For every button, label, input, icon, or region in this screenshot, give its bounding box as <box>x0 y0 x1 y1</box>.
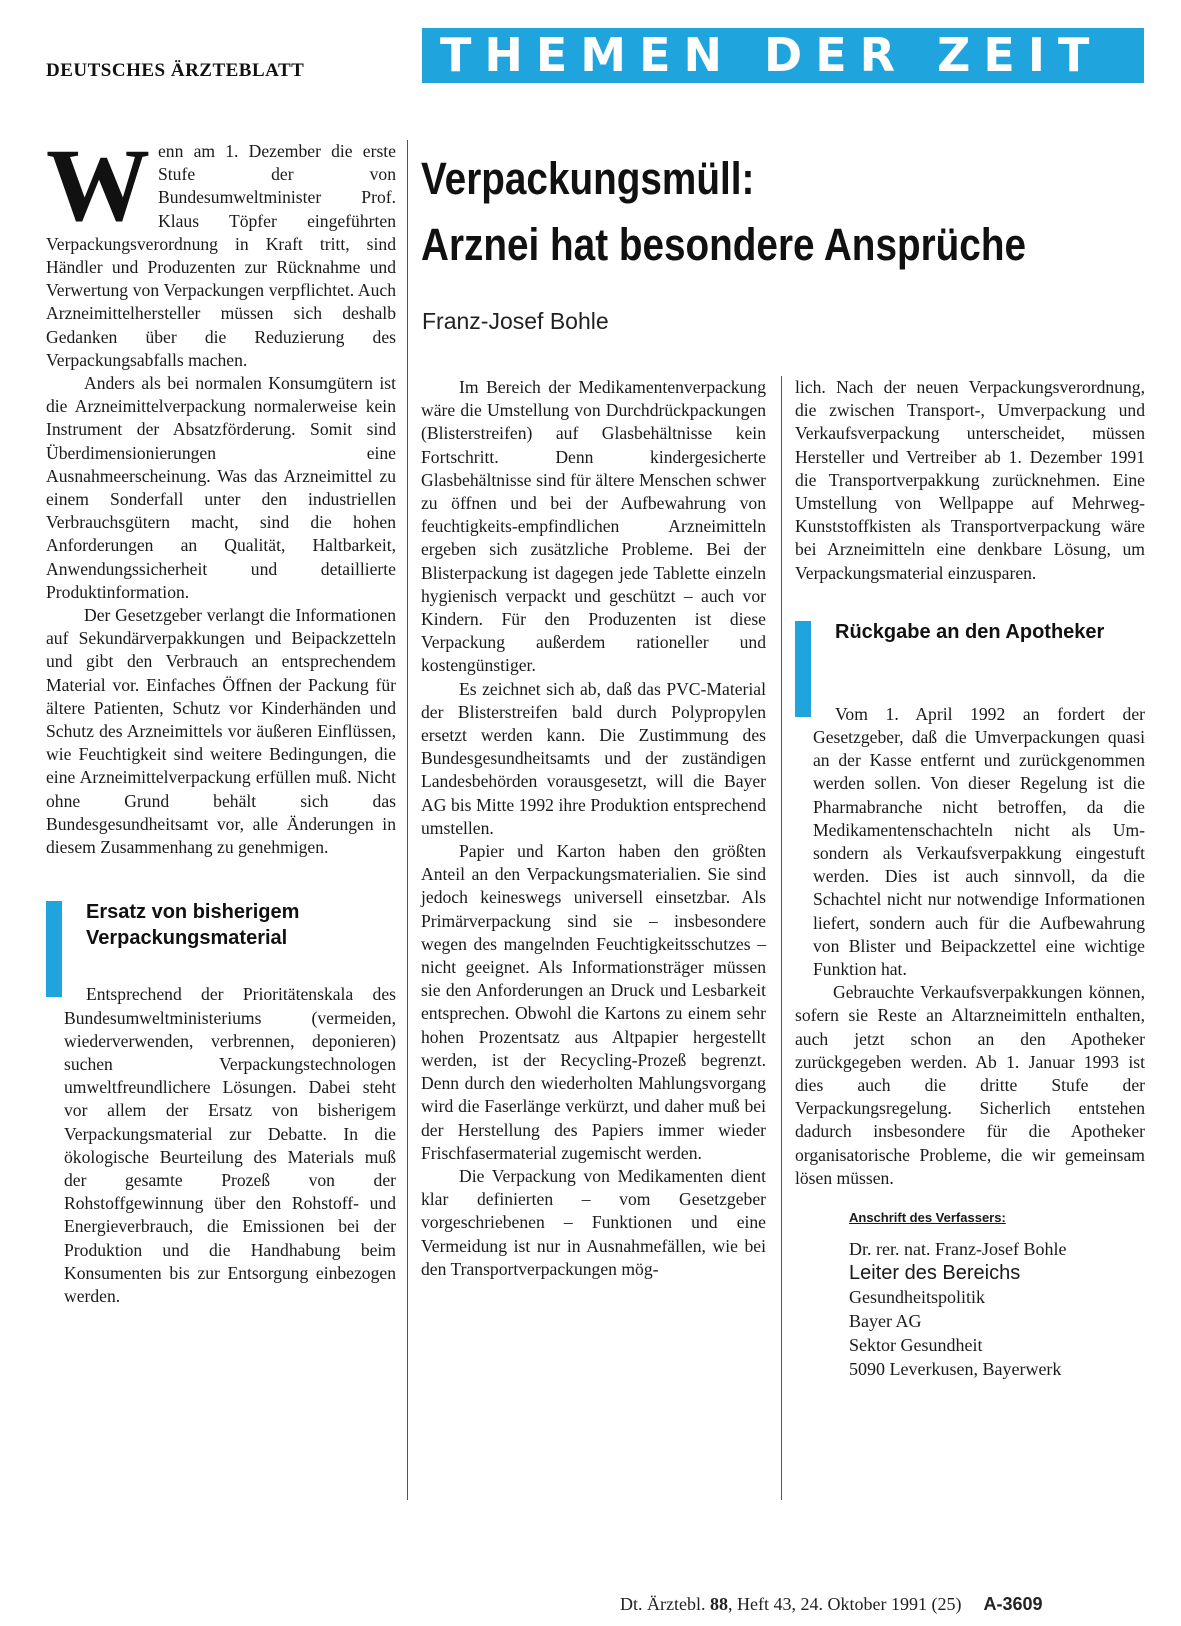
column-left <box>46 128 396 1308</box>
headline-line-2: Arznei hat besondere Ansprüche <box>421 219 1026 270</box>
address-line: Gesundheitspolitik <box>849 1287 985 1308</box>
article-headline <box>421 146 1049 278</box>
column-divider <box>781 376 782 1500</box>
page-footer <box>620 1594 1043 1615</box>
body-paragraph: Anders als bei normalen Konsumgütern ist die Arzneimittelverpackung normalerweise kein Instrument der Absatzförderung. Somit sind Überdimensionierungen eine Ausnahmeerscheinung. Was das Arzneimittel zu einem Sonderfall unter den industriellen Verbrauchsgütern macht, sind die hohen Anforderungen an Qualität, Haltbarkeit, Anwendungssicherheit und detaillierte Produktinformation. <box>46 373 396 602</box>
paragraph-text: enn am 1. Dezember die erste Stufe der von Bundesumweltminister Prof. Klaus Töpfer eingeführten Verpackungsverordnung in Kraft tritt, sind Händler und Produzenten zur Rücknahme und Verwertung von Verpackungen verpflichtet. Auch Arzneimittelhersteller müssen sich deshalb Gedanken über die Reduzierung des Verpackungsabfalls machen. <box>46 141 396 370</box>
column-middle <box>421 376 766 1281</box>
address-line: Dr. rer. nat. Franz-Josef Bohle <box>849 1239 1067 1260</box>
body-paragraph: lich. Nach der neuen Verpackungsverordnung, die zwischen Transport-, Umverpackung und Verkaufsverpackung unterscheidet, müssen Hersteller und Vertreiber ab 1. Dezember 1991 die Transportverpakkung zurücknehmen. Eine Umstellung von Wellpappe auf Mehrweg-Kunststoffkisten als Transportverpackung wäre bei Arzneimitteln eine denkbare Lösung, um Verpackungsmaterial einzusparen. <box>795 377 1145 583</box>
section-banner: THEMEN DER ZEIT <box>422 28 1144 83</box>
body-paragraph: Entsprechend der Prioritätenskala des Bundesumweltministeriums (vermeiden, wiederverwenden, verbrennen, deponieren) suchen Verpackungstechnologen umweltfreundlichere Lösungen. Dabei steht vor allem der Ersatz von bisherigem Verpackungsmaterial zur Debatte. In die ökologische Beurteilung des Materials muß der gesamte Prozeß von der Rohstoffgewinnung über den Rohstoff- und Energieverbrauch, die Emissionen bei der Produktion und die Handhabung beim Konsumenten bis zur Entsorgung einbezogen werden. <box>64 984 396 1306</box>
subheading-rueckgabe <box>795 619 1145 695</box>
headline-line-1: Verpackungsmüll: <box>421 153 755 204</box>
citation-volume: 88 <box>709 1594 728 1614</box>
author-byline: Franz-Josef Bohle <box>422 308 609 334</box>
address-heading: Anschrift des Verfassers: <box>849 1210 1006 1226</box>
body-paragraph: Es zeichnet sich ab, daß das PVC-Material der Blisterstreifen bald durch Polypropylen ersetzt werden kann. Die Zustimmung des Bundesgesundheitsamts und der zuständigen Landesbehörden vorausgesetzt, will die Bayer AG bis Mitte 1992 ihre Produktion entsprechend umstellen. <box>421 678 766 838</box>
journal-name: DEUTSCHES ÄRZTEBLATT <box>46 60 305 81</box>
body-paragraph: Vom 1. April 1992 an fordert der Gesetzgeber, daß die Umverpackungen quasi an der Kasse entfernt und zurückgenommen werden sollen. Von dieser Regelung ist die Pharmabranche nicht betroffen, da die Medikamentenschachteln nicht als Um- sondern als Verkaufsverpakkung eingestuft werden. Dies ist auch sinnvoll, da die Schachtel nicht nur notwendige Informationen liefert, sondern auch für die Aufbewahrung von Blister und Beipackzettel eine wichtige Funktion hat. <box>813 703 1145 980</box>
body-paragraph: Die Verpackung von Medikamenten dient klar definierten – vom Gesetzgeber vorgeschriebenen – Funktionen und eine Vermeidung ist nur in Ausnahmefällen, wie bei den Transportverpackungen mög- <box>421 1165 766 1279</box>
subheading-text: Rückgabe an den Apotheker <box>835 620 1105 643</box>
body-paragraph: Im Bereich der Medikamentenverpackung wäre die Umstellung von Durchdrückpackungen (Blisterstreifen) auf Glasbehältnisse kein Fortschritt. Denn kindergesicherte Glasbehältnisse sind für ältere Menschen schwer zu öffnen und bei der Aufbewahrung von feuchtigkeits-empfindlichen Arzneimitteln ergeben sich zusätzliche Probleme. Bei der Blisterpackung ist dagegen jede Tablette einzeln hygienisch verpackt und geschützt – auch vor Kindern. Für den Produzenten ist diese Verpackung außerdem rationeller und kostengünstiger. <box>421 377 766 676</box>
body-paragraph: Gebrauchte Verkaufsverpakkungen können, sofern sie Reste an Altarzneimitteln enthalten, auch jetzt schon an den Apotheker zurückgegeben werden. Ab 1. Januar 1993 ist dies auch die dritte Stufe der Verpackungsregelung. Sicherlich entstehen dadurch insbesondere für die Apotheker organisatorische Probleme, die wir gemeinsam lösen müssen. <box>795 982 1145 1188</box>
drop-cap: W <box>46 128 150 243</box>
page-number: A-3609 <box>983 1594 1043 1614</box>
address-line: Leiter des Bereichs <box>849 1262 1021 1285</box>
address-line: Bayer AG <box>849 1311 922 1332</box>
citation-suffix: , Heft 43, 24. Oktober 1991 (25) <box>727 1594 962 1614</box>
column-divider <box>407 140 408 1500</box>
intro-paragraph <box>46 128 396 372</box>
accent-bar <box>795 621 811 717</box>
subheading-text: Ersatz von bisherigem Verpackungsmaterial <box>86 901 300 950</box>
address-line: Sektor Gesundheit <box>849 1335 983 1356</box>
subheading-ersatz <box>46 899 396 975</box>
column-right <box>795 376 1145 1381</box>
body-paragraph: Papier und Karton haben den größten Anteil an den Verpackungsmaterialien. Sie sind jedoch keineswegs universell einsetzbar. Als Primärverpackung sind sie – insbesondere wegen des mangelnden Feuchtigkeitsschutzes – nicht geeignet. Als Informationsträger müssen sie den Anforderungen an Druck und Lesbarkeit entsprechen. Obwohl die Kartons zu einem sehr hohen Prozentsatz aus Altpapier hergestellt werden, ist der Recycling-Prozeß begrenzt. Denn durch den wiederholten Mahlungsvorgang wird die Faserlänge verkürzt, und daher muß bei der Herstellung des Papiers immer wieder Frischfasermaterial zugemischt werden. <box>421 841 766 1163</box>
accent-bar <box>46 901 62 997</box>
citation-prefix: Dt. Ärztebl. <box>620 1594 710 1614</box>
address-line: 5090 Leverkusen, Bayerwerk <box>849 1359 1062 1380</box>
body-paragraph: Der Gesetzgeber verlangt die Informationen auf Sekundärverpakkungen und Beipackzetteln und gibt den Verbrauch an entsprechendem Material vor. Einfaches Öffnen der Packung für ältere Patienten, Schutz vor Kinderhänden und Schutz des Arzneimittels vor äußeren Einflüssen, wie Feuchtigkeit sind weitere Bedingungen, die eine Arzneimittelverpackung erfüllen muß. Nicht ohne Grund behält sich das Bundesgesundheitsamt vor, alle Änderungen in diesem Zusammenhang zu genehmigen. <box>46 605 396 858</box>
